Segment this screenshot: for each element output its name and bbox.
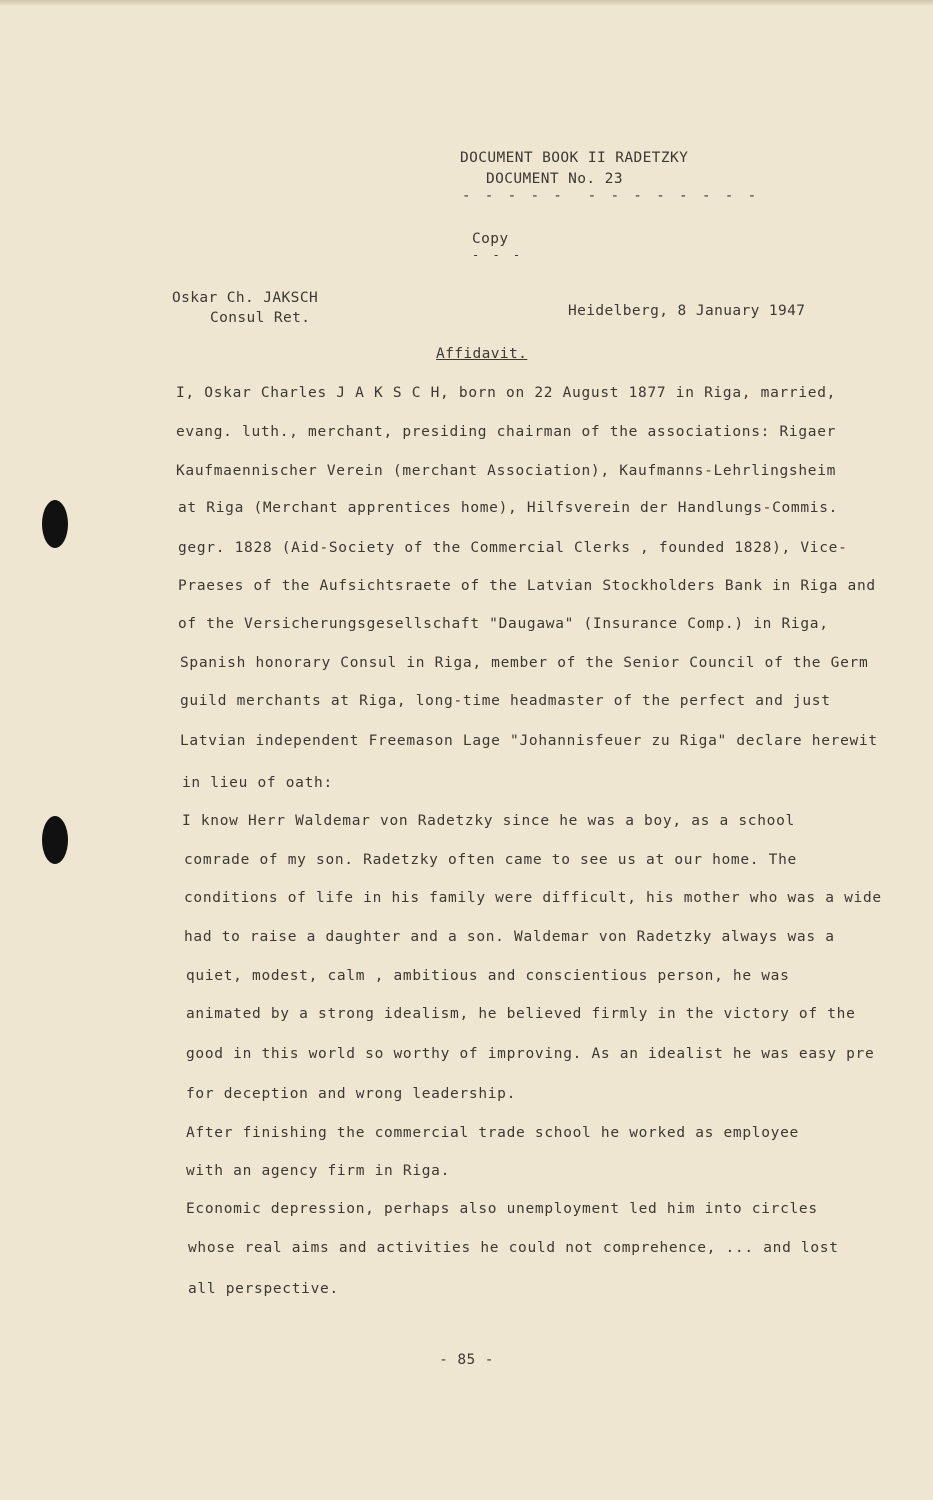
body-line: I, Oskar Charles J A K S C H, born on 22 August 1877 in Riga, married,	[176, 385, 837, 401]
body-line: Spanish honorary Consul in Riga, member of the Senior Council of the Germ	[180, 655, 869, 671]
body-line: Latvian independent Freemason Lage "Johannisfeuer zu Riga" declare herewit	[180, 733, 878, 749]
body-line: good in this world so worthy of improving. As an idealist he was easy pre	[186, 1046, 875, 1062]
body-line: gegr. 1828 (Aid-Society of the Commercial Clerks , founded 1828), Vice-	[178, 540, 848, 556]
body-line: of the Versicherungsgesellschaft "Daugawa" (Insurance Comp.) in Riga,	[178, 616, 829, 632]
copy-label: Copy	[472, 231, 509, 247]
body-line: with an agency firm in Riga.	[186, 1163, 451, 1179]
place-date: Heidelberg, 8 January 1947	[568, 303, 806, 319]
body-line: Praeses of the Aufsichtsraete of the Latvian Stockholders Bank in Riga and	[178, 578, 876, 594]
body-line: conditions of life in his family were difficult, his mother who was a wide	[184, 890, 882, 906]
body-line: evang. luth., merchant, presiding chairman of the associations: Rigaer	[176, 424, 837, 440]
body-line: comrade of my son. Radetzky often came to see us at our home. The	[184, 852, 797, 868]
sender-title: Consul Ret.	[210, 310, 311, 326]
body-line: quiet, modest, calm , ambitious and conscientious person, he was	[186, 968, 790, 984]
punch-hole	[42, 816, 68, 864]
body-line: Economic depression, perhaps also unemployment led him into circles	[186, 1201, 818, 1217]
sender-name: Oskar Ch. JAKSCH	[172, 290, 319, 306]
body-line: animated by a strong idealism, he believed firmly in the victory of the	[186, 1006, 856, 1022]
body-line: I know Herr Waldemar von Radetzky since he was a boy, as a school	[182, 813, 795, 829]
body-line: Kaufmaennischer Verein (merchant Association), Kaufmanns-Lehrlingsheim	[176, 463, 837, 479]
document-number: DOCUMENT No. 23	[486, 171, 623, 187]
body-line: at Riga (Merchant apprentices home), Hilfsverein der Handlungs-Commis.	[178, 500, 839, 516]
punch-hole	[42, 500, 68, 548]
document-title: Affidavit.	[436, 346, 528, 362]
body-line: all perspective.	[188, 1281, 339, 1297]
page-number: - 85 -	[439, 1352, 494, 1368]
body-line: for deception and wrong leadership.	[186, 1086, 517, 1102]
document-book-label: DOCUMENT BOOK II RADETZKY	[460, 150, 689, 166]
body-line: whose real aims and activities he could not comprehence, ... and lost	[188, 1240, 839, 1256]
header-rule: - - - - - - - - - - - - -	[462, 188, 760, 204]
body-line: had to raise a daughter and a son. Waldemar von Radetzky always was a	[184, 929, 835, 945]
page-edge	[0, 0, 933, 6]
body-line: guild merchants at Riga, long-time headmaster of the perfect and just	[180, 693, 831, 709]
copy-rule: - - -	[472, 248, 524, 262]
body-line: in lieu of oath:	[182, 775, 333, 791]
body-line: After finishing the commercial trade school he worked as employee	[186, 1125, 799, 1141]
